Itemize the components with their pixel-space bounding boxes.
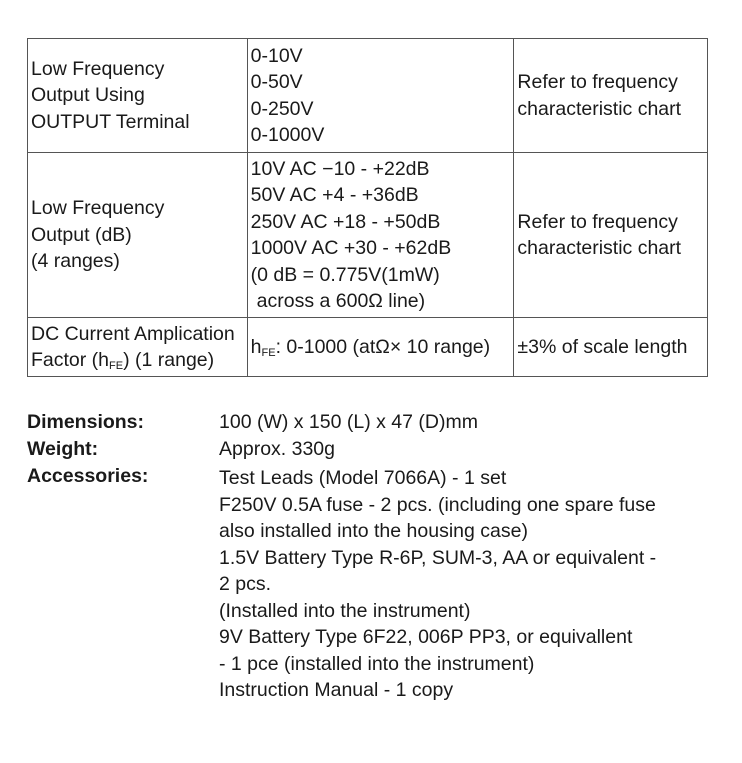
- row1-range-line: 0-50V: [250, 71, 303, 93]
- row1-label-cell: [28, 39, 248, 153]
- row2-note-line: characteristic chart: [517, 237, 682, 259]
- row3-note-cell: [514, 318, 708, 377]
- row1-range-cell: [247, 39, 514, 153]
- dimensions-value: 100 (W) x 150 (L) x 47 (D)mm: [219, 411, 478, 433]
- row3-label-pre: Factor (h: [31, 349, 110, 371]
- row2-range-line: (0 dB = 0.775V(1mW): [250, 263, 440, 286]
- accessory-line: F250V 0.5A fuse - 2 pcs. (including one spare fuse: [219, 493, 656, 516]
- row1-label-line: Output Using: [31, 84, 145, 107]
- row1-range-line: 0-10V: [250, 44, 303, 67]
- row1-label-line: OUTPUT Terminal: [31, 110, 190, 133]
- weight-value: Approx. 330g: [219, 438, 336, 460]
- accessory-line: Instruction Manual - 1 copy: [219, 679, 454, 701]
- row3-range-pre: h: [250, 335, 262, 358]
- row3-label-line: [31, 347, 244, 374]
- dimensions-label: Dimensions:: [27, 411, 145, 433]
- accessory-line: 2 pcs.: [219, 573, 272, 595]
- weight-label: Weight:: [27, 438, 99, 460]
- row3-label-cell: [28, 318, 248, 377]
- row2-range-line: 10V AC −10 - +22dB: [250, 157, 430, 180]
- row2-label-line: Output (dB): [31, 223, 132, 246]
- accessories-list: [219, 465, 656, 704]
- row3-note-line: ±3% of scale length: [517, 335, 688, 358]
- row2-label-line: (4 ranges): [31, 250, 120, 273]
- row3-label-line: DC Current Amplication: [31, 322, 235, 345]
- row2-label-cell: [28, 153, 248, 318]
- accessory-line: Test Leads (Model 7066A) - 1 set: [219, 467, 507, 489]
- row3-range-post: : 0-1000 (atΩ× 10 range): [275, 335, 491, 358]
- row3-label-post: ) (1 range): [123, 349, 215, 371]
- accessories-label: Accessories:: [27, 465, 149, 487]
- row1-label-line: Low Frequency: [31, 57, 165, 80]
- row1-range-line: 0-250V: [250, 97, 314, 120]
- row2-range-line: 250V AC +18 - +50dB: [250, 210, 441, 233]
- accessory-line: - 1 pce (installed into the instrument): [219, 652, 535, 675]
- row1-note-cell: [514, 39, 708, 153]
- spec-table: [27, 38, 708, 377]
- row3-range-line: [251, 334, 511, 361]
- row2-note-line: Refer to frequency: [517, 210, 678, 233]
- row2-note-cell: [514, 153, 708, 318]
- row1-note-line: characteristic chart: [517, 97, 682, 120]
- table-row: [28, 153, 708, 318]
- accessory-line: 1.5V Battery Type R-6P, SUM-3, AA or equivalent -: [219, 546, 657, 569]
- row2-label-line: Low Frequency: [31, 197, 165, 220]
- row3-range-sub: FE: [261, 346, 276, 359]
- row2-range-line: 50V AC +4 - +36dB: [250, 184, 419, 206]
- table-row: [28, 39, 708, 153]
- accessory-line: also installed into the housing case): [219, 520, 528, 542]
- row2-range-line: 1000V AC +30 - +62dB: [250, 237, 452, 259]
- row3-range-cell: [247, 318, 514, 377]
- accessory-line: 9V Battery Type 6F22, 006P PP3, or equivallent: [219, 626, 633, 648]
- row1-note-line: Refer to frequency: [517, 71, 678, 93]
- row2-range-cell: [247, 153, 514, 318]
- row1-range-line: 0-1000V: [250, 124, 325, 146]
- accessory-line: (Installed into the instrument): [219, 599, 471, 622]
- row2-range-line: across a 600Ω line): [256, 290, 426, 312]
- table-row: [28, 318, 708, 377]
- row3-label-sub: FE: [109, 360, 124, 372]
